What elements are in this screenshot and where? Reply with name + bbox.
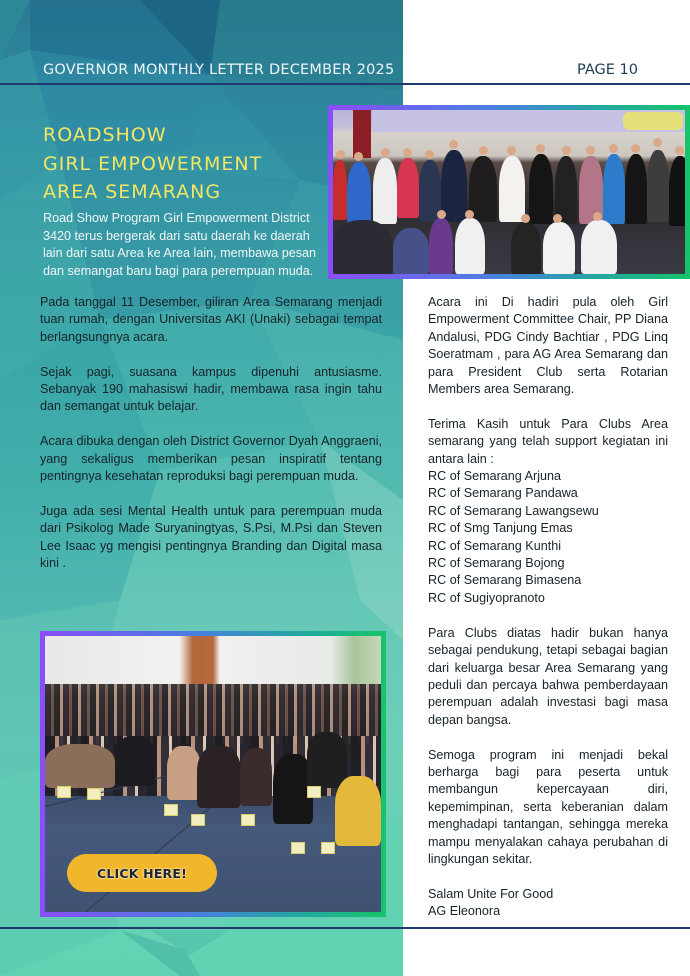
face	[631, 144, 640, 153]
face	[403, 148, 412, 157]
headline-line-1: ROADSHOW	[43, 124, 167, 146]
student	[197, 746, 241, 808]
snack-box	[57, 786, 71, 798]
face	[536, 144, 545, 153]
article-headline	[43, 121, 262, 207]
snack-box	[291, 842, 305, 854]
participant	[511, 222, 541, 274]
participant	[455, 218, 485, 274]
face	[437, 210, 446, 219]
face	[425, 150, 434, 159]
student	[240, 748, 272, 806]
participant	[543, 222, 575, 274]
article-left-column	[40, 294, 382, 590]
participant	[333, 160, 347, 220]
snack-box	[307, 786, 321, 798]
snack-box	[241, 814, 255, 826]
article-intro: Road Show Program Girl Empowerment District 3420 terus bergerak dari satu daerah ke daerah lain dari satu Area ke Area lain, membawa pesan dan semangat baru bagi para perempuan muda.	[43, 211, 317, 278]
student	[115, 736, 155, 786]
participant	[529, 154, 553, 224]
face	[449, 140, 458, 149]
paragraph-event-host: Pada tanggal 11 Desember, giliran Area Semarang menjadi tuan rumah, dengan Universitas AKI (Unaki) sebagai tempat berlangsungnya acara.	[40, 295, 382, 344]
student	[307, 732, 347, 788]
face	[553, 214, 562, 223]
face	[521, 214, 530, 223]
headline-line-3: AREA SEMARANG	[43, 181, 222, 203]
click-here-button[interactable]: CLICK HERE!	[67, 854, 217, 892]
participant	[581, 220, 617, 274]
snack-box	[321, 842, 335, 854]
audience-member	[393, 228, 429, 274]
club-item: RC of Smg Tanjung Emas	[428, 521, 573, 536]
face	[593, 212, 602, 221]
hall-wall	[45, 636, 381, 684]
stage-curtain	[353, 110, 371, 158]
paragraph-closing-hope: Semoga program ini menjadi bekal berharga bagi para peserta untuk membangun kepercayaan diri, kepemimpinan, serta keberanian dalam menghadapi tantangan, sehingga mereka mampu menyalakan cahaya perubahan di lingkungan sekitar.	[428, 747, 668, 866]
screen-highlight	[623, 112, 683, 130]
face	[562, 146, 571, 155]
face	[609, 144, 618, 153]
header-divider	[0, 83, 690, 85]
face	[507, 146, 516, 155]
paragraph-clubs-support: Para Clubs diatas hadir bukan hanya sebagai pendukung, tetapi sebagai bagian dari keluarga besar Area Semarang yang peduli dan percaya bahwa pemberdayaan perempuan adalah investasi bagi masa depan bangsa.	[428, 625, 668, 727]
article-right-column	[428, 294, 668, 921]
participant	[499, 156, 525, 222]
snack-box	[191, 814, 205, 826]
club-item: RC of Semarang Bojong	[428, 556, 565, 571]
crowd-photo-frame	[40, 631, 386, 917]
newsletter-title: GOVERNOR MONTHLY LETTER DECEMBER 2025	[43, 62, 395, 78]
club-item: RC of Semarang Kunthi	[428, 538, 562, 553]
clubs-thanks-block	[428, 416, 668, 607]
headline-line-2: GIRL EMPOWERMENT	[43, 152, 263, 175]
group-photo-frame	[328, 105, 690, 279]
paragraph-opening: Acara dibuka dengan oleh District Governor Dyah Anggraeni, yang sekaligus memberikan pesan inspiratif tentang pentingnya kesehatan reproduksi bagi perempuan muda.	[40, 434, 382, 484]
participant	[647, 150, 669, 222]
paragraph-attendance: Sejak pagi, suasana kampus dipenuhi antusiasme. Sebanyak 190 mahasiswi hadir, membawa rasa ingin tahu dan semangat untuk belajar.	[40, 364, 382, 414]
face	[354, 152, 363, 161]
footer-divider	[0, 927, 690, 929]
face	[653, 138, 662, 147]
snack-box	[87, 788, 101, 800]
face	[465, 210, 474, 219]
participant	[625, 154, 647, 224]
page-number: PAGE 10	[577, 62, 638, 78]
participant	[429, 218, 453, 274]
club-item: RC of Semarang Pandawa	[428, 486, 578, 501]
club-item: RC of Sugiyopranoto	[428, 590, 545, 605]
face	[675, 146, 684, 155]
participant	[669, 156, 685, 226]
face	[479, 146, 488, 155]
student	[45, 744, 115, 788]
student	[167, 746, 201, 800]
audience-member	[333, 220, 393, 274]
author-signature: AG Eleonora	[428, 904, 501, 919]
club-item: RC of Semarang Bimasena	[428, 573, 582, 588]
paragraph-sessions: Juga ada sesi Mental Health untuk para perempuan muda dari Psikolog Made Suryaningtyas, S.Psi, M.Psi dan Steven Lee Isaac yg mengisi pentingnya Branding dan Digital masa kini .	[40, 503, 382, 571]
paragraph-guests: Acara ini Di hadiri pula oleh Girl Empowerment Committee Chair, PP Diana Andalusi, PDG Cindy Bachtiar , PDG Linq Soeratmam , para AG Area Semarang dan para President Club serta Rotarian Members area Semarang.	[428, 295, 668, 397]
participant	[373, 158, 397, 224]
club-item: RC of Semarang Arjuna	[428, 469, 562, 484]
group-photo	[333, 110, 685, 274]
participant	[603, 154, 625, 224]
face	[336, 150, 345, 159]
face	[381, 148, 390, 157]
closing-greeting: Salam Unite For Good	[428, 886, 554, 901]
participant	[397, 158, 419, 218]
face	[586, 146, 595, 155]
snack-box	[164, 804, 178, 816]
crowd-photo	[45, 636, 381, 912]
student	[335, 776, 381, 846]
participant	[347, 162, 371, 224]
thanks-intro: Terima Kasih untuk Para Clubs Area semarang yang telah support kegiatan ini antara lain :	[428, 416, 668, 466]
club-item: RC of Semarang Lawangsewu	[428, 503, 599, 518]
